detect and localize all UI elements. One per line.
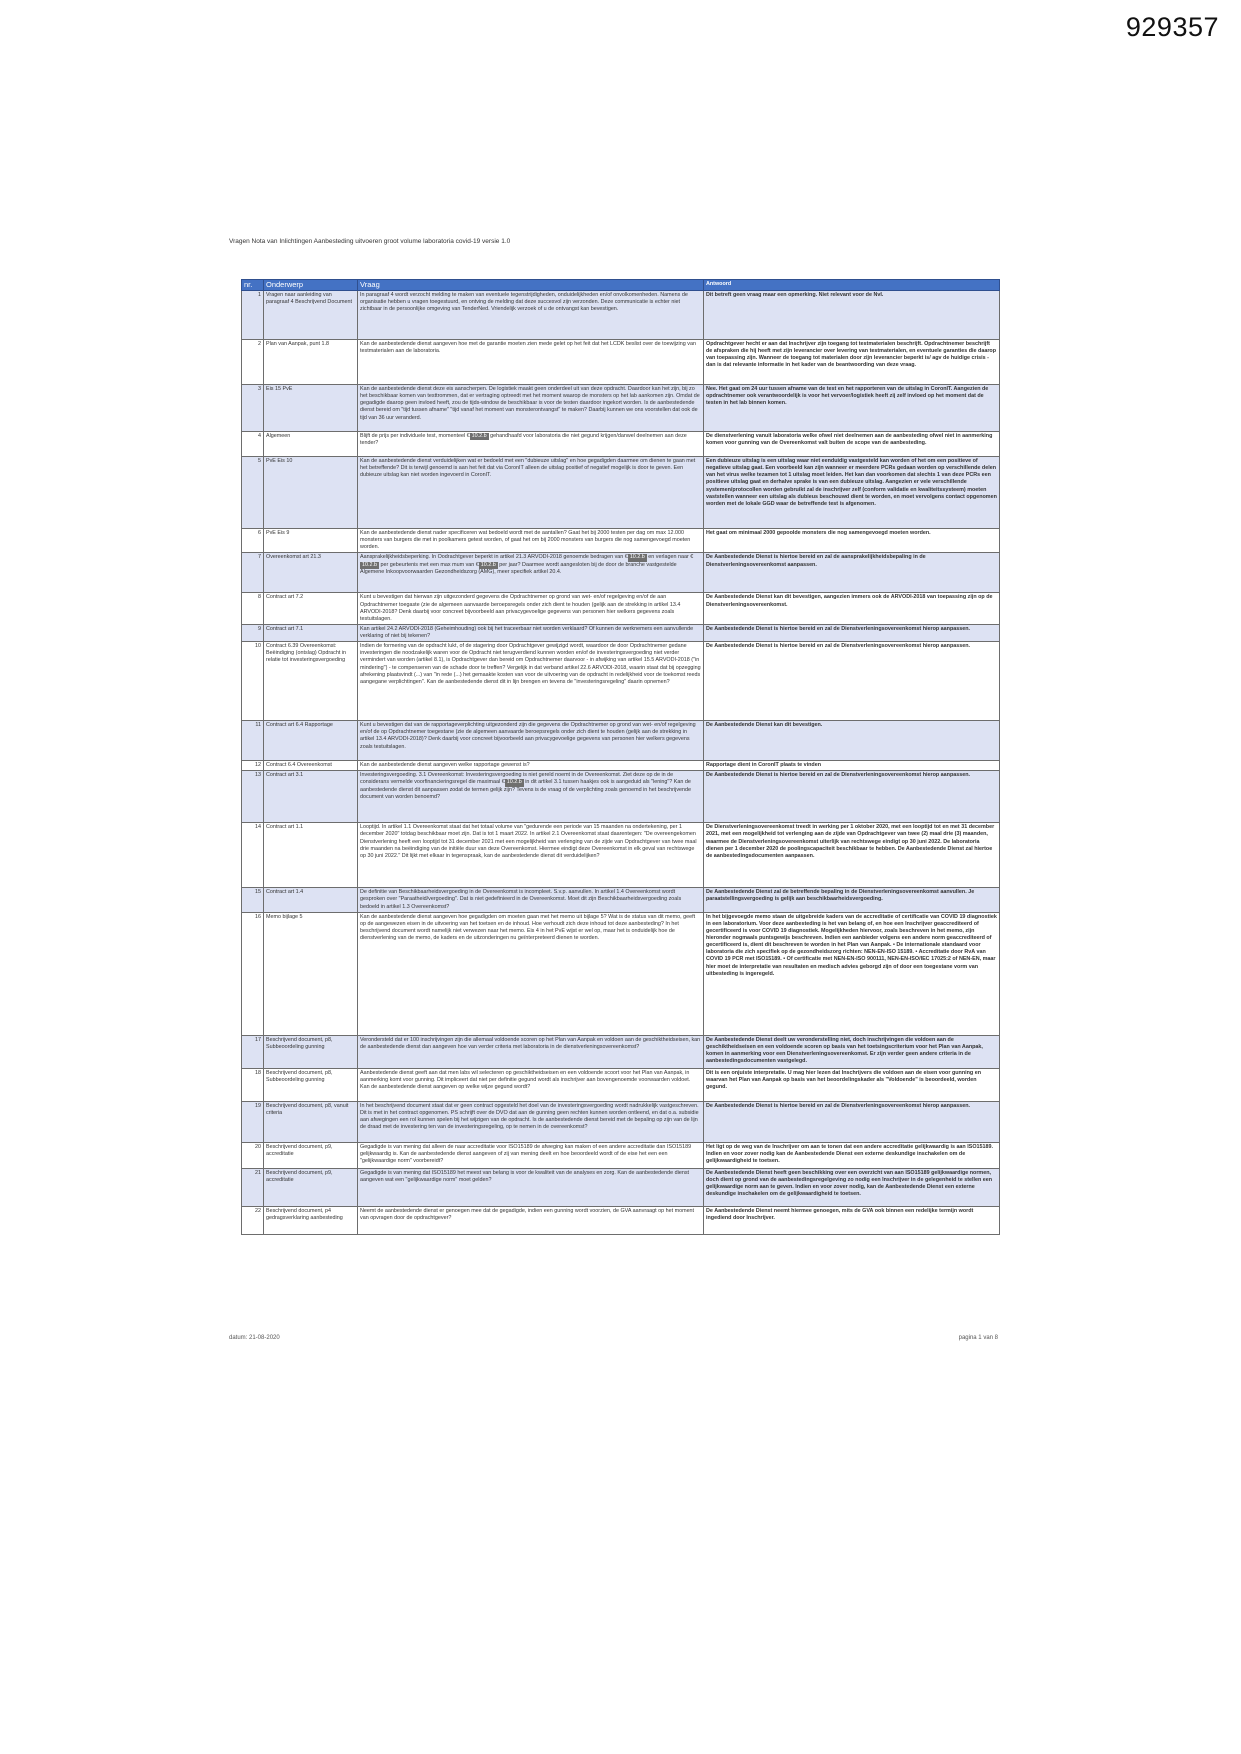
row-question: Indien de formering van de opdracht lukt, of de stagering door Opdrachtgever gewijzigd wordt, waardoor de door Opdrachtnemer gedane investeringen die noodzakelijk waren voor de Opdracht niet terugverdiend kunnen worden en/of de investeringsvergoeding niet verder vermindert van worden (artikel 8.1), is Opdrachtgever dan bereid om Opdrachtnemer daarvoor - in afwijking van artikel 15.5 ARVODI-2018 ("in mindering") - te compenseren van de schade door te treffen? Vergelijk in dat verband artikel 22.6 ARVODI-2018, waarin staat dat bij opzegging afrekening plaatsvindt (...) van "in rede (...) het gemaakte kosten van voor de uitvoering van de opdracht in redelijkheid voor de toekomst reeds aangegane verplichtingen". Kan de aanbestedende dienst dit in lijn brengen en tevens de "investeringsregeling" daarin opnemen? [358,642,704,721]
row-subject: Beschrijvend document, p8, Subbeoordeling gunning [264,1035,358,1068]
row-answer: Nee. Het gaat om 24 uur tussen afname van de test en het rapporteren van de uitslag in CoronIT. Aangezien de opdrachtnemer ook verantwoordelijk is voor het vervoer/logistiek heeft zij zelf invloed op het moment dat de testen in het lab binnen komen. [704,385,1000,432]
row-answer: Het ligt op de weg van de Inschrijver om aan te tonen dat een andere accreditatie gelijkwaardig is aan ISO15189. Indien en voor zover nodig kan de Aanbestedende Dienst een externe deskundige inschakelen om de gelijkwaardigheid te toetsen. [704,1142,1000,1168]
row-answer: De Dienstverleningsovereenkomst treedt in werking per 1 oktober 2020, met een looptijd tot en met 31 december 2021, met een mogelijkheid tot verlenging aan de zijde van Opdrachtgever van twee (2) maal drie (3) maanden, waarmee de Dienstverleningsovereenkomst uiterlijk van rechtswege eindigt op 30 juni 2022. De laboratoria dienen per 1 december 2020 de poolingscapaciteit beschikbaar te hebben. De Aanbestedende Dienst zal hiertoe de aanbestedingsdocumenten aanpassen. [704,823,1000,888]
row-answer: In het bijgevoegde memo staan de uitgebreide kaders van de accreditatie of certificatie van COVID 19 diagnostiek in een laboratorium. Voor deze aanbesteding is het van belang of, en hoe een Inschrijver geaccrediteerd of gecertificeerd is voor COVID 19 diagnostiek. Mogelijkheden hiervoor, zoals beschreven in het memo, zijn hieronder nogmaals puntsgewijs beschreven. Indien een aanbieder volgens een andere norm geaccrediteerd of gecertificeerd is, dient dit beschreven te worden in het Plan van Aanpak. • De internationale standaard voor laboratoria die zich specifiek op de gezondheidszorg richten: NEN-EN-ISO 15189. • Accreditatie door RvA van COVID 19 PCR met ISO15189. • Of certificatie met NEN-EN-ISO 900111, NEN-EN-ISO/IEC 17025:2 of NEN-EN, maar hier moet de interpretatie van resultaten en medisch advies geborgd zijn of door een toegestane vorm van uitbesteding is ingeregeld. [704,912,1000,1035]
row-nr: 18 [242,1068,264,1101]
row-question: Aanbestedende dienst geeft aan dat men labs wil selecteren op geschiktheidseisen en een voldoende scoort voor het Plan van Aanpak, in aanmerking komt voor gunning. Dit impliceert dat niet per definitie gegund wordt als inschrijver aan bovengenoemde voorwaarden voldoet. Kan de aanbestedende dienst aangeven op welke wijze gegund wordt? [358,1068,704,1101]
table-row [242,1168,1000,1206]
header-subject: Onderwerp [264,280,358,291]
row-nr: 17 [242,1035,264,1068]
document-title: Vragen Nota van Inlichtingen Aanbesteding uitvoeren groot volume laboratoria covid-19 versie 1.0 [229,238,511,245]
table-row [242,823,1000,888]
row-nr: 9 [242,624,264,641]
redaction-mark: 10.2.b [362,561,377,568]
row-answer: De Aanbestedende Dienst is hiertoe bereid en zal de Dienstverleningsovereenkomst hierop aanpassen. [704,1101,1000,1142]
row-subject: Overeenkomst art 21.3 [264,553,358,593]
table-row [242,457,1000,529]
table-row [242,529,1000,553]
row-nr: 5 [242,457,264,529]
row-subject: Plan van Aanpak, punt 1.8 [264,340,358,385]
row-subject: Beschrijvend document, p9, accreditatie [264,1168,358,1206]
table-row [242,624,1000,641]
row-subject: Eis 15 PvE [264,385,358,432]
table-row [242,642,1000,721]
row-nr: 4 [242,432,264,457]
table-row [242,761,1000,771]
row-question: Kan de aanbestedende dienst aangeven welke rapportage gewenst is? [358,761,704,771]
table-row [242,1035,1000,1068]
row-subject: Contract art 7.2 [264,593,358,625]
table-row [242,1142,1000,1168]
row-question: Neemt de aanbestedende dienst er genoegen mee dat de gegadigde, indien een gunning wordt voorzien, de GVA aanvraagt op het moment van opvragen door de opdrachtgever? [358,1206,704,1234]
row-nr: 12 [242,761,264,771]
row-answer: De Aanbestedende Dienst is hiertoe bereid en zal de Dienstverleningsovereenkomst hierop aanpassen. [704,624,1000,641]
table-body [242,291,1000,1235]
header-question: Vraag [358,280,704,291]
row-answer: Het gaat om minimaal 2000 gepoolde monsters die nog samengevoegd moeten worden. [704,529,1000,553]
row-answer: De Aanbestedende Dienst is hiertoe bereid en zal de aansprakelijkheidsbepaling in de Dienstverleningsovereenkomst aanpassen. [704,553,1000,593]
table-row [242,593,1000,625]
row-subject: Beschrijvend document, p8, Subbeoordeling gunning [264,1068,358,1101]
row-subject: PvE Eis 10 [264,457,358,529]
table-row [242,721,1000,761]
row-subject: Vragen naar aanleiding van paragraaf 4 Beschrijvend Document [264,291,358,340]
row-question: Verondersteld dat er 100 inschrijvingen zijn die allemaal voldoende scoren op het Plan van Aanpak en voldoen aan de geschiktheidseisen, kan de aanbestedende dienst dan aangeven hoe van verder criteria met laboratoria in de dienstverleningsovereenkomst? [358,1035,704,1068]
row-answer: Dit is een onjuiste interpretatie. U mag hier lezen dat Inschrijvers die voldoen aan de eisen voor gunning en waarvan het Plan van Aanpak op basis van het beoordelingskader als "Voldoende" is beoordeeld, worden gegund. [704,1068,1000,1101]
row-nr: 13 [242,771,264,823]
row-nr: 14 [242,823,264,888]
row-answer: De Aanbestedende Dienst heeft geen beschikking over een overzicht van aan ISO15189 gelijkwaardige normen, doch dient op grond van de aanbestedingsregelgeving zo nodig een Inschrijver in de gelegenheid te stellen een gelijkwaardige norm aan te geven. Indien en voor zover nodig, kan de Aanbestedende Dienst een externe deskundige inschakelen om de gelijkwaardigheid te toetsen. [704,1168,1000,1206]
table-row [242,1206,1000,1234]
row-answer: De Aanbestedende Dienst deelt uw veronderstelling niet, doch inschrijvingen die voldoen aan de geschiktheidseisen en een voldoende scoren op basis van het toetsingscriterium voor het Plan van Aanpak, komen in aanmerking voor een Dienstverleningsovereenkomst. Er zijn verder geen andere criteria in de aanbestedingsdocumenten vastgelegd. [704,1035,1000,1068]
row-answer: De Aanbestedende Dienst zal de betreffende bepaling in de Dienstverleningsovereenkomst aanvullen. Je paraatstellingsvergoeding is gelijk aan beschikbaarheidsvergoeding. [704,888,1000,912]
row-answer: Dit betreft geen vraag maar een opmerking. Niet relevant voor de NvI. [704,291,1000,340]
row-answer: Rapportage dient in CoronIT plaats te vinden [704,761,1000,771]
row-answer: De Aanbestedende Dienst neemt hiermee genoegen, mits de GVA ook binnen een redelijke termijn wordt ingediend door Inschrijver. [704,1206,1000,1234]
row-nr: 6 [242,529,264,553]
row-answer: De Aanbestedende Dienst kan dit bevestigen, aangezien immers ook de ARVODI-2018 van toepassing zijn op de Dienstverleningsovereenkomst. [704,593,1000,625]
row-subject: Contract art 7.1 [264,624,358,641]
row-answer: Opdrachtgever hecht er aan dat Inschrijver zijn toegang tot testmaterialen beschrijft. Opdrachtnemer beschrijft de afspraken die hij heeft met zijn leverancier over levering van testmaterialen, en eventuele garanties die daarop van toepassing zijn. Wanneer de toegang tot materialen door zijn leverancier beperkt is/ agv de huidige crisis - dan is dat relevante informatie in het kader van de beantwoording van deze vraag. [704,340,1000,385]
row-subject: Contract art 6.4 Rapportage [264,721,358,761]
table-row [242,1068,1000,1101]
row-answer: De Aanbestedende Dienst is hiertoe bereid en zal de Dienstverleningsovereenkomst hierop aanpassen. [704,771,1000,823]
redaction-mark: 10.2.b [629,554,645,561]
row-question: Kan de aanbestedende dienst verduidelijken wat er bedoeld met een "dubieuze uitslag" en hoe gegadigden daarmee om dienen te gaan met het betreffende? Dit is terwijl genoemd is aan het feit dat via CoronIT alleen de uitslag positief of negatief mogelijk is door te geven. Een dubieuze uitslag kan niet worden ingevoerd in CoronIT. [358,457,704,529]
row-subject: Memo bijlage 5 [264,912,358,1035]
row-subject: Contract art 3.1 [264,771,358,823]
table-row [242,553,1000,593]
table-header-row [242,280,1000,291]
row-question: Investeringsvergoeding. 3.1 Overeenkomst: Investeringsvergoeding is niet gereld noemt in de Overeenkomst. Ziet deze op de in de considerans vermelde voorfinancieringsregel die maximaal € 10.2.b in dit artikel 3.1 tussen haakjes ook is aangeduid als "lening"? Kan de aanbestedende dienst dit aanpassen zodat de termen gelijk zijn? Tevens is de vraag of de verplichting zoals genoemd in het beschrijvende document van worden benoemd? [358,771,704,823]
table-row [242,340,1000,385]
row-question: Kan de aanbestedende dienst nader specificeren wat bedoeld wordt met de aantallen? Gaat het bij 2000 testen per dag om max 12.000 monsters van burgers die met in poolkamers getest worden, of gaat het om bij 2000 monsters van burgers die nog samengevoegd moeten worden. [358,529,704,553]
row-nr: 1 [242,291,264,340]
row-answer: De Aanbestedende Dienst is hiertoe bereid en zal de Dienstverleningsovereenkomst hierop aanpassen. [704,642,1000,721]
row-nr: 3 [242,385,264,432]
row-question: Kan artikel 24.2 ARVODI-2018 (Geheimhouding) ook bij het traceerbaar niet worden verklaard? Of kunnen de werknemers een aanvullende verklaring of niet bij tekenen? [358,624,704,641]
row-subject: Algemeen [264,432,358,457]
row-question: De definitie van Beschikbaarheidsvergoeding in de Overeenkomst is incompleet. S.v.p. aanvullen. In artikel 1.4 Overeenkomst wordt gesproken over "Paraatheid/vergoeding". Dat is niet gedefinieerd in de Overeenkomst. Moet dit zijn Beschikbaarheidsvergoeding zoals bedoeld in artikel 1.3 Overeenkomst? [358,888,704,912]
footer-date: datum: 21-08-2020 [229,1335,280,1341]
row-subject: Contract 6.4 Overeenkomst [264,761,358,771]
table-row [242,432,1000,457]
row-question: Gegadigde is van mening dat alleen de naar accreditatie voor ISO15189 de afweging kan maken of een andere accreditatie dan ISO15189 gelijkwaardig is. Kan de aanbestedende dienst aangeven of zij van mening deelt en hoe beoordeeld wordt of de eise het een een "gelijkwaardige norm" voorbereidt? [358,1142,704,1168]
row-nr: 16 [242,912,264,1035]
row-nr: 22 [242,1206,264,1234]
row-question: Aansprakelijkheidsbeperking. In Oodrachtgever beperkt in artikel 21.3 ARVODI-2018 genoemde bedragen van € 10.2.b en verlagen naar €10.2.b per gebeurtenis met een max mum van € 10.2.b per jaar? Daarmee wordt aangesloten bij de door de branche vastgestelde Algemene Inkoopvoorwaarden Gezondheidszorg (AMG), meer specifiek artikel 20.4. [358,553,704,593]
table-row [242,912,1000,1035]
table-row [242,1101,1000,1142]
footer-page: pagina 1 van 8 [958,1335,998,1341]
row-subject: Contract art 1.4 [264,888,358,912]
row-question: Kan de aanbestedende dienst deze eis aanscherpen. De logistiek maakt geen onderdeel uit van deze opdracht. Daardoor kan het zijn, bij zo het beschikbaar komen van testtrommen, dat er vertraging optreedt met het moment waarop de monsters op het lab aankomen zijn. Omdat de gegadigde daarop geen invloed heeft, zou de tijds-window de beschikbaar is voor de testen daardoor ingekort worden. Is de aanbestedende dienst bereid om "tijd tussen afname" "tijd vanaf het moment van monsterontvangst" te maken? Daarbij kunnen we ons voorstellen dat ook de tijd van 36 uur veranderd. [358,385,704,432]
row-question: Kan de aanbestedende dienst aangeven hoe met de garantie moeten zien mede gelet op het feit dat het LCDK beslist over de toewijzing van testmaterialen aan de laboratoria. [358,340,704,385]
row-question: Blijft de prijs per individuele test, momenteel € 10.2.b gehandhaafd voor laboratoria die niet gegund krijgen/danwel deelnemen aan deze tender? [358,432,704,457]
row-question: In paragraaf 4 wordt verzocht melding te maken van eventuele tegenstrijdigheden, onduidelijkheden en/of onvolkomenheden. Namens de organisatie hebben u vragen toegestuurd, en ontving de melding dat deze succesvol zijn verzonden. Deze communicatie is echter niet zichtbaar in de persoonlijke omgeving van TenderNed. Vriendelijk verzoek of u de ontvangst kan bevestigen. [358,291,704,340]
header-answer: Antwoord [704,280,1000,291]
redaction-mark: 10.2.b [480,561,496,568]
row-nr: 15 [242,888,264,912]
row-nr: 20 [242,1142,264,1168]
row-question: Kunt u bevestigen dat hierwan zijn uitgezonderd gegevens die Opdrachtnemer op grond van wet- en/of regelgeving en/of de aan Opdrachtnemer toegaste (zie de algemeen aanvaarde beroepsregels onder zich dient te houden (gelijk aan de strekking in artikel 13.4 ARVODI-2018? Denk daarbij voor concreet bijvoorbeeld aan privacygevoelige gegevens van personen hier welkers gegevens zoals testuitslagen. [358,593,704,625]
row-subject: Beschrijvend document, p9, accreditatie [264,1142,358,1168]
row-nr: 7 [242,553,264,593]
row-nr: 10 [242,642,264,721]
row-question: Gegadigde is van mening dat ISO15189 het meest van belang is voor de kwaliteit van de analyses en zorg. Kan de aanbestedende dienst aangeven wat een "gelijkwaardige norm" moet gelden? [358,1168,704,1206]
questions-table [241,279,1000,1235]
row-question: Looptijd. In artikel 1.1 Overeenkomst staat dat het totaal volume van "gedurende een periode van 15 maanden na ondertekening, per 1 december 2020" totdag beschikbaar moet zijn. Dat is tot 1 maart 2022. In artikel 2.1 Overeenkomst staat daarentegen: "De overeengekomen Dienstverlening heeft een looptijd tot 31 december 2021 met een mogelijkheid van verlenging van de zijde van Opdrachtgever van twee maal drie maanden na beëindiging van de initiële duur van deze Overeenkomst. Hiermee eindigt deze Overeenkomst in elk geval van rechtswege op 30 juni 2022." Dit lijkt met elkaar in tegenspraak, kan de aanbestedende dienst dit verduidelijken? [358,823,704,888]
row-answer: De Aanbestedende Dienst kan dit bevestigen. [704,721,1000,761]
row-nr: 8 [242,593,264,625]
redaction-mark: 10.2.b [506,779,522,786]
row-nr: 21 [242,1168,264,1206]
table-row [242,888,1000,912]
row-question: Kunt u bevestigen dat van de rapportageverplichting uitgezonderd zijn die gegevens die Opdrachtnemer op grond van wet- en/of regelgeving en/of de op Opdrachtnemer toegestane (zie de algemeen aanvaarde beroepsregels onder zich dient te houden (gelijk aan de strekking in artikel 13.4 ARVODI-2018)? Denk daarbij voor concreet bijvoorbeeld aan privacygevoelige gegevens van personen hier welkers gegevens zoals testuitslagen. [358,721,704,761]
row-nr: 19 [242,1101,264,1142]
table-row [242,385,1000,432]
table-row [242,771,1000,823]
row-subject: PvE Eis 9 [264,529,358,553]
row-answer: De dienstverlening vanuit laboratoria welke ofwel niet deelnemen aan de aanbesteding ofwel niet in aanmerking komen voor gunning van de Overeenkomst valt buiten de scope van de aanbesteding. [704,432,1000,457]
row-subject: Beschrijvend document, p8, vanuit criteria [264,1101,358,1142]
document-id: 929357 [1125,12,1219,42]
row-nr: 2 [242,340,264,385]
row-nr: 11 [242,721,264,761]
row-subject: Contract 6.39 Overeenkomst: Beëindiging (ontslag) Opdracht in relatie tot investeringsvergoeding [264,642,358,721]
redaction-mark: 10.2.b [471,433,487,439]
row-question: In het beschrijvend document staat dat er geen contract opgesteld het doel van de investeringsvergoeding wordt nadrukkelijk vastgeschreven. Dit is met in het contract opgenomen. PS schrijft over de DVO dat aan de gunning geen rechten kunnen worden ontleend, en dat o.a. subsidie aan afwegingen een rol kunnen spelen bij het wijzigen van de opdracht. Is de aanbestedende dienst bereid met de bepaling op zijn van de lijn de draad met de investering ten van de investeringsregeling, op te nemen in de overeenkomst? [358,1101,704,1142]
row-subject: Contract art 1.1 [264,823,358,888]
row-subject: Beschrijvend document, p4 gedragsverklaring aanbesteding [264,1206,358,1234]
header-nr: nr. [242,280,264,291]
row-question: Kan de aanbestedende dienst aangeven hoe gegadigden om moeten gaan met het memo uit bijlage 5? Wat is de status van dit memo, geeft op de aangewezen eisen in de uitvoering van het toetsen en de inhoud. Hoe verhoudt zich deze inhoud tot deze aanbesteding? In het beschrijvend document wordt namelijk niet verwezen naar het memo. Eis 4 in het PvE wijst er wel op, maar het is onduidelijk hoe de dienstverlening van de memo, de kaders en de uitzonderingen nu geïnterpreteerd dienen te worden. [358,912,704,1035]
table-row [242,291,1000,340]
row-answer: Een dubieuze uitslag is een uitslag waar niet eenduidig vastgesteld kan worden of het om een positieve of negatieve uitslag gaat. Een voorbeeld kan zijn wanneer er meerdere PCRs gedaan worden op verschillende delen van het virus welke tezamen tot 1 uitslag moet leiden. Het kan dan voorkomen dat slechts 1 van deze PCRs een positieve uitslag gaat en derhalve sprake is van een dubieuze uitslag. Aangezien er vele verschillende systemen/protocollen worden gebruikt zal de inschrijver zelf (conform validatie en kwaliteitssysteem) moeten vaststellen wanneer een uitslag als dubieus beschouwd dient te worden, en moet vervolgens contact opgenomen worden met de lokale GGD waar de betreffende test is afgenomen. [704,457,1000,529]
